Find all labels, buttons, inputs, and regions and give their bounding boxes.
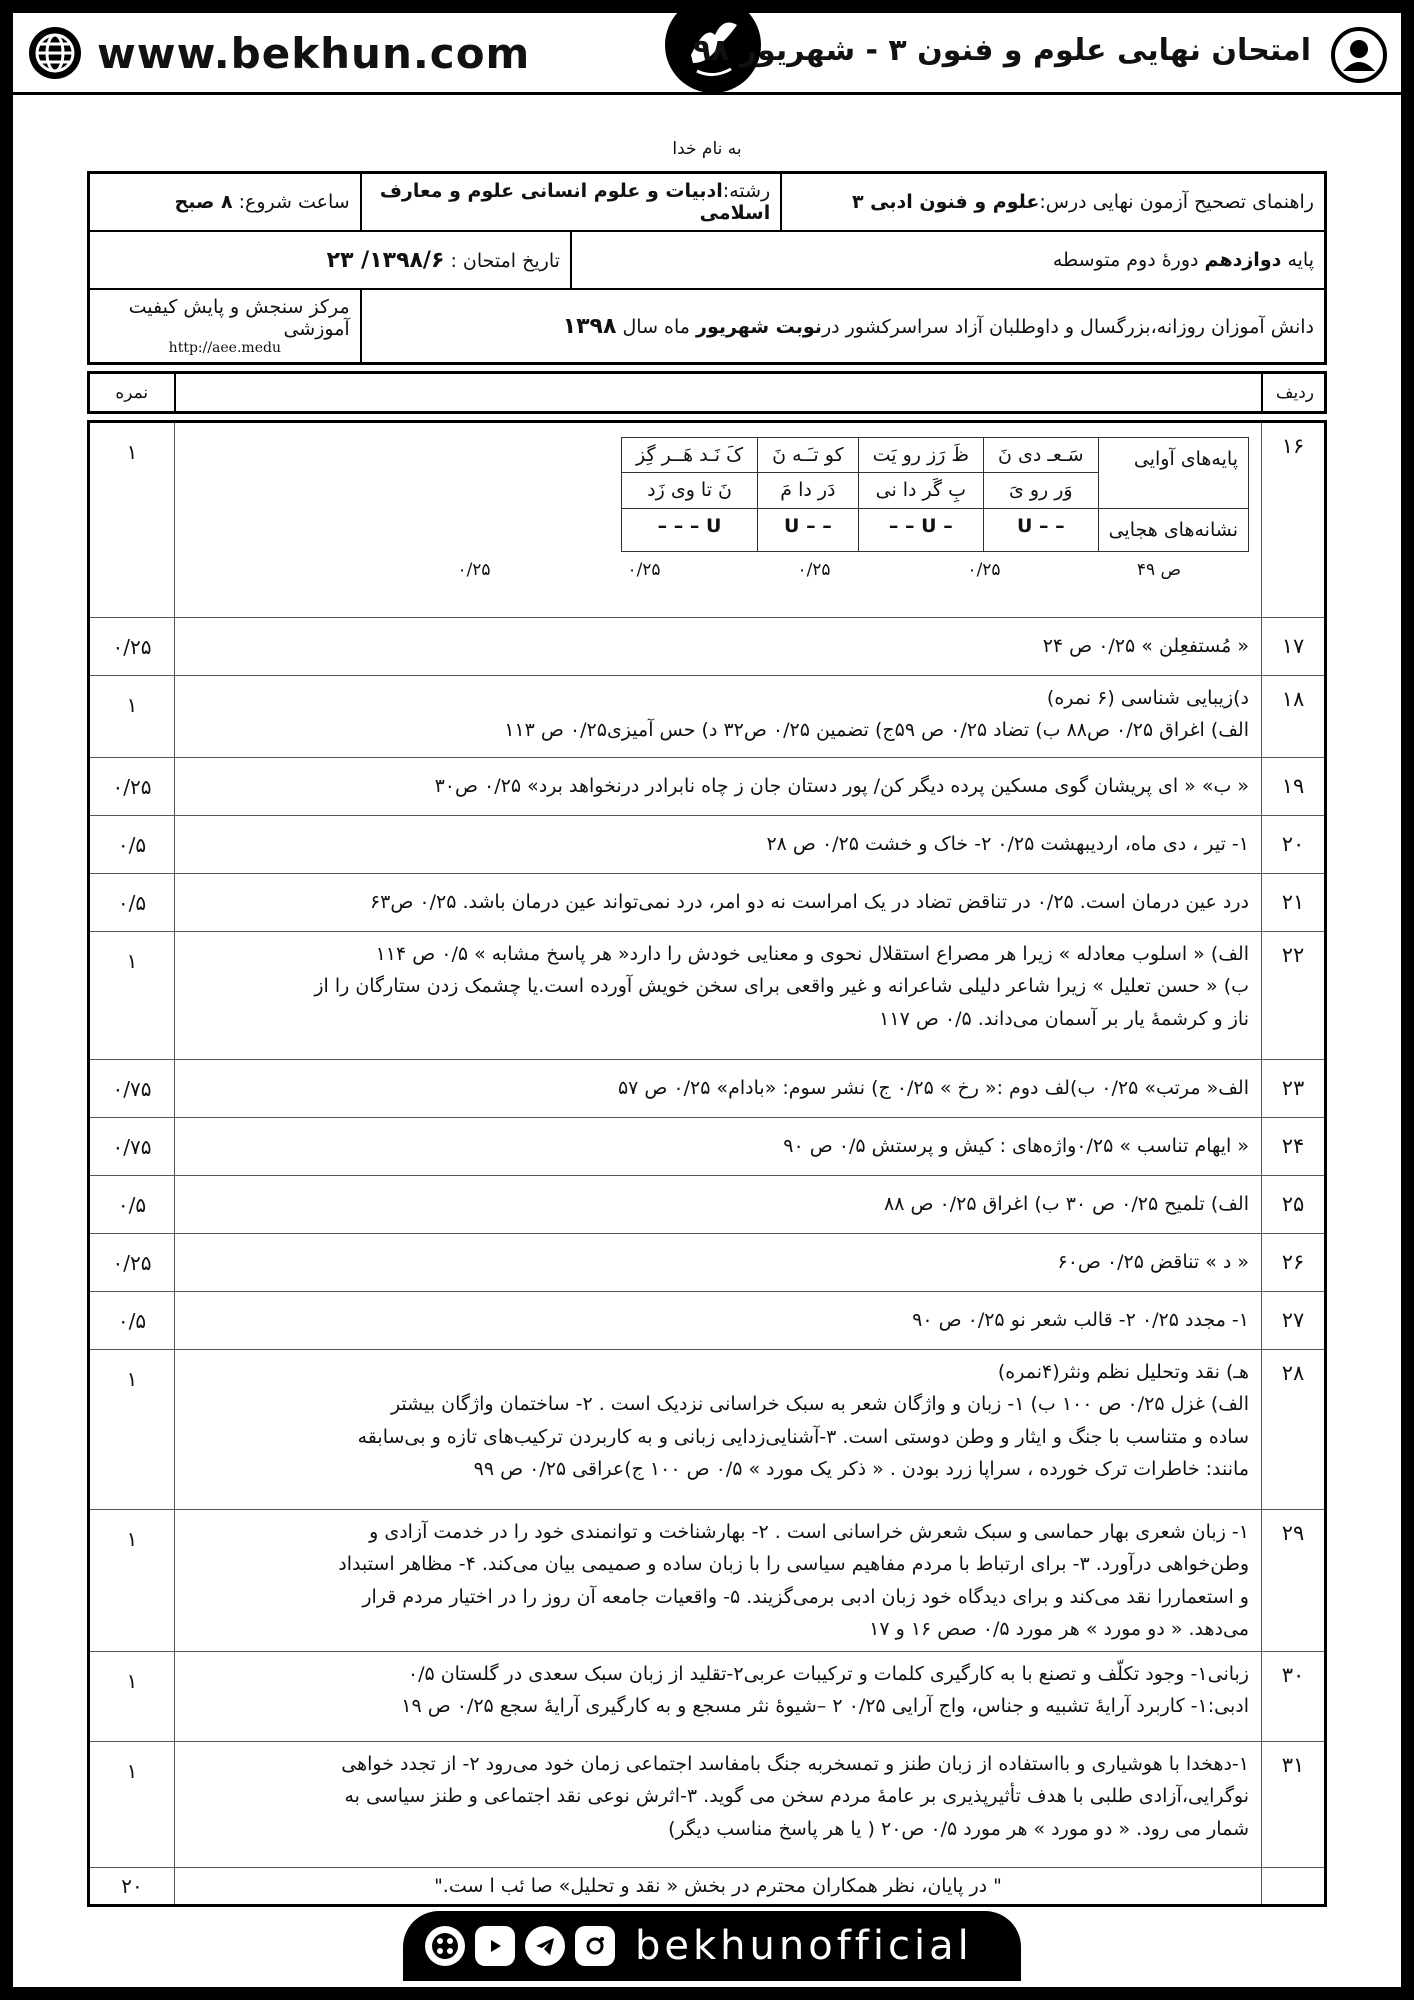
row-number: ۲۰ [1262, 816, 1326, 874]
row-number: ۲۱ [1262, 874, 1326, 932]
table-row [89, 874, 1326, 932]
students-text: دانش آموزان روزانه،بزرگسال و داوطلبان آزاد سراسرکشور در [821, 315, 1314, 338]
exam-date: ۱۳۹۸/۶/ ۲۳ [326, 247, 445, 273]
user-icon[interactable] [1331, 27, 1387, 83]
table-row [89, 758, 1326, 816]
foot-cell: وَر رو یَ [983, 473, 1098, 508]
answer-line: شمار می رود. « دو مورد » هر مورد ۰/۵ ص۲۰ ( یا هر پاسخ مناسب دیگر) [668, 1817, 1249, 1840]
answers-table [87, 420, 1327, 1907]
row-number: ۱۶ [1262, 422, 1326, 618]
answer-cell [175, 1510, 1262, 1652]
table-row [89, 1742, 1326, 1868]
answer-cell [175, 1652, 1262, 1742]
row-score: ۰/۵ [89, 1292, 175, 1350]
date-cell [89, 231, 571, 289]
answer-cell [175, 1234, 1262, 1292]
course-name: علوم و فنون ادبی ۳ [851, 191, 1040, 213]
mark: ۰/۲۵ [797, 560, 831, 581]
total-note: " در پایان، نظر همکاران محترم در بخش « نقد و تحلیل» صا ئب ا ست." [175, 1868, 1262, 1906]
row-number: ۲۷ [1262, 1292, 1326, 1350]
foot-cell: دَر دا مَ [758, 473, 859, 508]
answer-line: و استعماررا نقد می‌کند و برای دیدگاه خود زبان ادبی برمی‌گزیند. ۵- واقعیات جامعه آن روز را در اختیار مردم قرار [362, 1585, 1249, 1608]
table-row [89, 1060, 1326, 1118]
table-row [89, 422, 1326, 618]
foot-cell: کَ نَـد هَــر گِز [622, 438, 758, 473]
foot-cell: بِ گَر دا نی [858, 473, 983, 508]
answer-cell [175, 1292, 1262, 1350]
answer-cell [175, 932, 1262, 1060]
youtube-icon[interactable] [475, 1926, 515, 1966]
row-score: ۱ [89, 676, 175, 758]
total-score: ۲۰ [89, 1868, 175, 1906]
answer-line: نوگرایی،آزادی طلبی با هدف تأثیرپذیری بر عامۀ مردم سخن می گوید. ۳-اثرش نوعی نقد اجتماعی و طنز سیاسی به [344, 1785, 1249, 1808]
row-number: ۳۱ [1262, 1742, 1326, 1868]
row-score: ۱ [89, 1510, 175, 1652]
start-time-cell [89, 173, 361, 232]
answer-line: الف) غزل ۰/۲۵ ص ۱۰۰ ب) ۱- زبان و واژگان شعر به سبک خراسانی نزدیک است . ۲- ساختمان واژگان بیشتر [390, 1393, 1249, 1416]
answer-cell [175, 874, 1262, 932]
answer-cell [175, 1118, 1262, 1176]
guide-label: راهنمای تصحیح آزمون نهایی درس: [1039, 191, 1314, 213]
row-score: ۰/۲۵ [89, 618, 175, 676]
table-row [89, 1176, 1326, 1234]
row-number: ۲۳ [1262, 1060, 1326, 1118]
foot-cell: کو تـَـه نَ [758, 438, 859, 473]
score-col-header: نمره [89, 373, 175, 413]
start-label: ساعت شروع: [238, 191, 350, 213]
grade-value: دوازدهم [1204, 249, 1282, 271]
answer-line: ناز و کرشمۀ یار بر آسمان می‌داند. ۰/۵ ص ۱۱۷ [879, 1007, 1249, 1030]
answer-line: مانند: خاطرات ترک خورده ، سراپا زرد بودن . « ذکر یک مورد » ۰/۵ ص ۱۰۰ ج)عراقی ۰/۲۵ ص ۹۹ [473, 1457, 1249, 1480]
row-score: ۰/۷۵ [89, 1118, 175, 1176]
syllable-signs: – – U – [858, 508, 983, 551]
answer-line: ۱- تیر ، دی ماه، اردیبهشت ۰/۲۵ ۲- خاک و خشت ۰/۲۵ ص ۲۸ [766, 833, 1249, 856]
row-number: ۲۵ [1262, 1176, 1326, 1234]
row-score: ۱ [89, 1350, 175, 1510]
row-score: ۱ [89, 932, 175, 1060]
aparat-icon[interactable] [425, 1926, 465, 1966]
bismillah: به نام خدا [672, 139, 742, 159]
answer-line: « مُستفعِلن » ۰/۲۵ ص ۲۴ [1042, 635, 1249, 658]
instagram-icon[interactable] [575, 1926, 615, 1966]
site-link[interactable] [27, 25, 530, 81]
answer-line: زبانی۱- وجود تکلّف و تصنع با به کارگیری کلمات و ترکیبات عربی۲-تقلید از زبان سبک سعدی در گلستان ۰/۵ [407, 1663, 1249, 1686]
table-row [89, 816, 1326, 874]
prosody-label: پایه‌های آوایی [1098, 438, 1248, 509]
mark: ۰/۲۵ [967, 560, 1001, 581]
prosody-marks [187, 556, 1249, 585]
students-cell [361, 289, 1326, 364]
row-score: ۰/۵ [89, 874, 175, 932]
row-col-header: ردیف [1262, 373, 1326, 413]
row-number: ۲۸ [1262, 1350, 1326, 1510]
row-number: ۲۲ [1262, 932, 1326, 1060]
answer-line: ب) « حسن تعلیل » زیرا شاعر دلیلی شاعرانه و غیر واقعی برای سخن خویش آورده است.یا چشمک زدن ستارگان را از [314, 975, 1249, 998]
center-url: http://aee.medu [168, 340, 281, 356]
syllable-signs: U – – [758, 508, 859, 551]
answer-cell [175, 676, 1262, 758]
answer-line: هـ) نقد وتحلیل نظم ونثر(۴نمره) [997, 1361, 1249, 1383]
page-ref: ص ۴۹ [1136, 560, 1182, 581]
foot-cell: نَ تا وی زَد [622, 473, 758, 508]
telegram-icon[interactable] [525, 1926, 565, 1966]
answer-line: می‌دهد. « دو مورد » هر مورد ۰/۵ صص ۱۶ و ۱۷ [869, 1617, 1249, 1640]
answer-cell [175, 1742, 1262, 1868]
row-score: ۱ [89, 422, 175, 618]
answer-line: الف) « اسلوب معادله » زیرا هر مصراع استقلال نحوی و معنایی خودش را دارد« هر پاسخ مشابه » ۰/۵ ص ۱۱۴ [375, 943, 1249, 965]
row-number: ۲۶ [1262, 1234, 1326, 1292]
session-name: نوبت شهریور [696, 315, 822, 338]
answer-line: د)زیبایی شناسی (۶ نمره) [1046, 687, 1249, 709]
answer-line: « ایهام تناسب » ۰/۲۵واژه‌های : کیش و پرستش ۰/۵ ص ۹۰ [783, 1135, 1249, 1158]
answer-col-header [175, 373, 1262, 413]
mark: ۰/۲۵ [627, 560, 661, 581]
table-row [89, 1234, 1326, 1292]
answer-line: الف« مرتب» ۰/۲۵ ب)لف دوم :« رخ » ۰/۲۵ ج) نشر سوم: «بادام» ۰/۲۵ ص ۵۷ [617, 1077, 1249, 1100]
table-row [89, 1510, 1326, 1652]
social-handle: bekhunofficial [635, 1923, 973, 1969]
field-cell [361, 173, 782, 232]
row-score: ۰/۲۵ [89, 1234, 175, 1292]
answer-line: ۱- مجدد ۰/۲۵ ۲- قالب شعر نو ۰/۲۵ ص ۹۰ [912, 1309, 1249, 1332]
row-number: ۱۸ [1262, 676, 1326, 758]
row-number [1262, 1868, 1326, 1906]
center-cell [89, 289, 361, 364]
table-row [89, 1118, 1326, 1176]
answer-line: وطن‌خواهی درآورد. ۳- برای ارتباط با مردم مفاهیم سیاسی را با زبان ساده و صمیمی بیان می‌کند. ۴- مظاهر استبداد [338, 1553, 1249, 1576]
row-score: ۰/۲۵ [89, 758, 175, 816]
total-row [89, 1868, 1326, 1906]
table-row [89, 932, 1326, 1060]
foot-cell: ظَ رَز رو یَت [858, 438, 983, 473]
exam-year: ۱۳۹۸ [562, 313, 617, 339]
answer-key-document [87, 139, 1327, 1907]
field-name: ادبیات و علوم انسانی علوم و معارف اسلامی [379, 180, 771, 224]
row-number: ۳۰ [1262, 1652, 1326, 1742]
start-time: ۸ صبح [174, 191, 233, 213]
row-score: ۰/۵ [89, 1176, 175, 1234]
page-frame [10, 10, 1404, 1990]
year-text: ماه سال [622, 315, 690, 338]
top-banner [13, 13, 1401, 95]
foot-cell: سَـعـ دی نَ [983, 438, 1098, 473]
answer-cell [175, 816, 1262, 874]
table-row [89, 618, 1326, 676]
row-score: ۱ [89, 1652, 175, 1742]
answer-line: ۱-دهخدا با هوشیاری و بااستفاده از زبان طنز و تمسخربه جنگ بامفاسد اجتماعی زمان خود می‌رود ۲- از تجدد خواهی [341, 1753, 1249, 1776]
table-row [89, 1292, 1326, 1350]
row-score: ۰/۵ [89, 816, 175, 874]
answer-cell [175, 618, 1262, 676]
grade-prefix: پایه [1287, 249, 1314, 271]
prosody-table [621, 437, 1249, 552]
answer-cell [175, 758, 1262, 816]
table-row [89, 676, 1326, 758]
row-score: ۰/۷۵ [89, 1060, 175, 1118]
row-score: ۱ [89, 1742, 175, 1868]
exam-title: امتحان نهایی علوم و فنون ۳ - شهریور ۹۸ [692, 33, 1311, 68]
course-cell [781, 173, 1325, 232]
center-name: مرکز سنجش و پایش کیفیت آموزشی [128, 296, 350, 340]
answer-cell [175, 422, 1262, 618]
answer-line: درد عین درمان است. ۰/۲۵ در تناقض تضاد در یک امراست نه دو امر، درد نمی‌تواند عین درمان باشد. ۰/۲۵ ص۶۳ [369, 891, 1249, 914]
answer-cell [175, 1060, 1262, 1118]
answer-line: الف) اغراق ۰/۲۵ ص۸۸ ب) تضاد ۰/۲۵ ص ۵۹ج) تضمین ۰/۲۵ ص۳۲ د) حس آمیزی۰/۲۵ ص ۱۱۳ [504, 719, 1249, 742]
answer-line: ساده و متناسب با جنگ و ایثار و وطن دوستی است. ۳-آشنایی‌زدایی زبانی و به کاربردن ترکیب‌های تازه و بی‌سابقه [357, 1425, 1249, 1448]
row-number: ۲۹ [1262, 1510, 1326, 1652]
answer-line: ۱- زبان شعری بهار حماسی و سبک شعرش خراسانی است . ۲- بهارشناخت و توانمندی خود را در خدمت آزادی و [369, 1521, 1249, 1543]
row-number: ۲۴ [1262, 1118, 1326, 1176]
answer-line: ادبی:۱- کاربرد آرایۀ تشبیه و جناس، واج آرایی ۰/۲۵ ۲ –شیوۀ نثر مسجع و به کارگیری آرایۀ سجع ۰/۲۵ ص ۱۹ [401, 1695, 1249, 1718]
social-footer [403, 1911, 1021, 1981]
syllable-signs: U – – [983, 508, 1098, 551]
answer-line: الف) تلمیح ۰/۲۵ ص ۳۰ ب) اغراق ۰/۲۵ ص ۸۸ [884, 1193, 1249, 1216]
row-number: ۱۷ [1262, 618, 1326, 676]
table-row [89, 1350, 1326, 1510]
answer-line: « د » تناقض ۰/۲۵ ص۶۰ [1057, 1251, 1249, 1274]
site-url: www.bekhun.com [97, 28, 531, 78]
mark: ۰/۲۵ [457, 560, 491, 581]
column-header [87, 371, 1327, 414]
globe-icon [27, 25, 83, 81]
answer-cell [175, 1176, 1262, 1234]
exam-info-table [87, 171, 1327, 365]
syllable-signs: – – – U [622, 508, 758, 551]
answer-line: « ب» « ای پریشان گوی مسکین پرده دیگر کن/ پور دستان جان ز چاه نابرادر درنخواهد برد» ۰/۲۵ ص۳۰ [434, 775, 1249, 798]
grade-cell [571, 231, 1326, 289]
date-label: تاریخ امتحان : [450, 249, 560, 272]
row-number: ۱۹ [1262, 758, 1326, 816]
field-label: رشته: [722, 180, 771, 202]
table-row [89, 1652, 1326, 1742]
answer-cell [175, 1350, 1262, 1510]
syllable-label: نشانه‌های هجایی [1098, 508, 1248, 551]
grade-suffix: دورۀ دوم متوسطه [1052, 249, 1199, 271]
